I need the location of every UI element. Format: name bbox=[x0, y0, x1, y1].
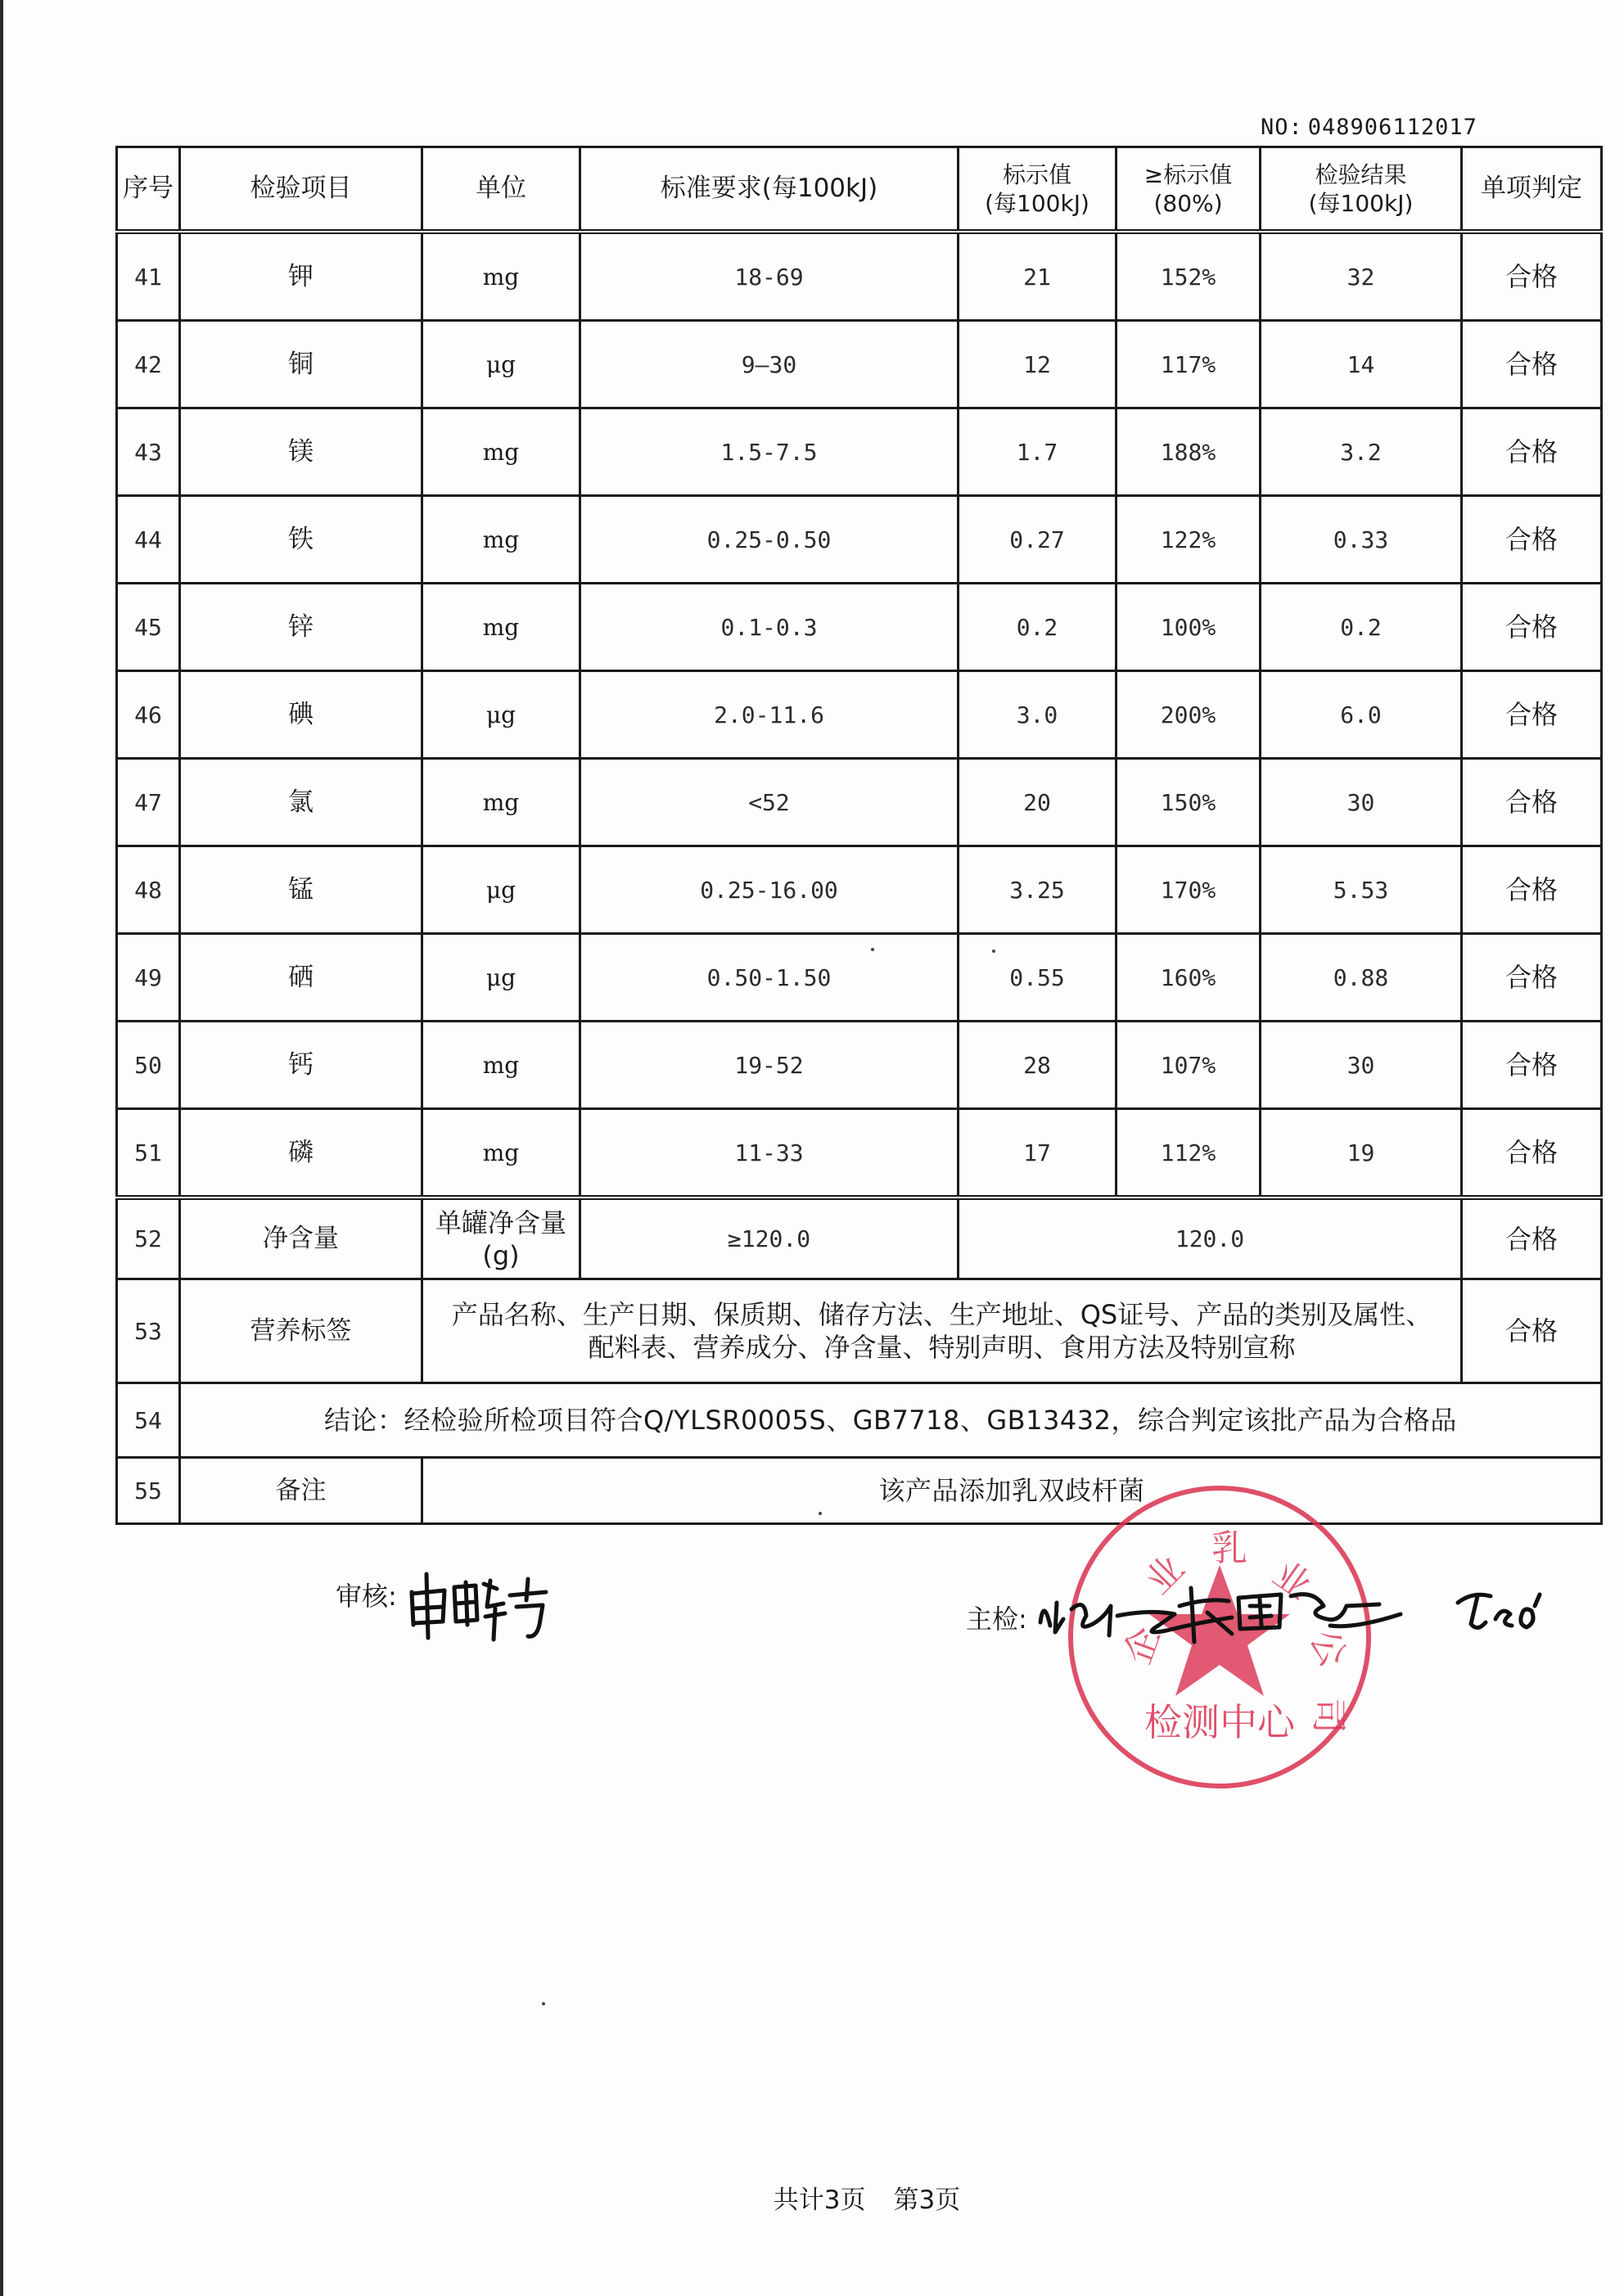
table-row bbox=[117, 846, 1602, 934]
table-row bbox=[117, 584, 1602, 671]
row-verdict: 合格 bbox=[1462, 408, 1602, 496]
row-unit: μg bbox=[422, 671, 580, 759]
table-row bbox=[117, 496, 1602, 584]
row-result: 0.2 bbox=[1261, 584, 1462, 671]
row-result: 5.53 bbox=[1261, 846, 1462, 934]
nutrition-label-row bbox=[117, 1279, 1602, 1383]
header-unit: 单位 bbox=[422, 147, 580, 232]
seal-text: 检测中心 bbox=[1144, 1700, 1295, 1744]
svg-text:乳: 乳 bbox=[1211, 1527, 1247, 1569]
row-pct: 188% bbox=[1116, 408, 1261, 496]
inspector-handwritten-signature-2 bbox=[1453, 1586, 1551, 1637]
row-pct: 100% bbox=[1116, 584, 1261, 671]
svg-text:企: 企 bbox=[1116, 1621, 1169, 1670]
label-line1: 产品名称、生产日期、保质期、储存方法、生产地址、QS证号、产品的类别及属性、 bbox=[451, 1299, 1432, 1330]
row-item: 铁 bbox=[180, 496, 422, 584]
inspection-table bbox=[115, 146, 1603, 1525]
row-labeled: 3.0 bbox=[959, 671, 1116, 759]
header-result-line2: (每100kJ) bbox=[1308, 189, 1414, 217]
row-result: 30 bbox=[1261, 759, 1462, 846]
row-number: 49 bbox=[117, 934, 180, 1022]
net-content-row bbox=[117, 1198, 1602, 1279]
row-labeled: 12 bbox=[959, 321, 1116, 408]
row-item: 锰 bbox=[180, 846, 422, 934]
row-item: 钾 bbox=[180, 232, 422, 321]
row-labeled: 0.27 bbox=[959, 496, 1116, 584]
row-result: 30 bbox=[1261, 1022, 1462, 1109]
row-number: 43 bbox=[117, 408, 180, 496]
row-verdict: 合格 bbox=[1462, 934, 1602, 1022]
row-labeled: 20 bbox=[959, 759, 1116, 846]
scan-speck bbox=[871, 948, 874, 951]
row-number: 55 bbox=[117, 1458, 180, 1524]
row-unit: μg bbox=[422, 846, 580, 934]
svg-text:公: 公 bbox=[1301, 1623, 1355, 1674]
row-labeled: 17 bbox=[959, 1109, 1116, 1198]
row-pct: 170% bbox=[1116, 846, 1261, 934]
remark-label: 备注 bbox=[180, 1458, 422, 1524]
row-standard: 0.25-16.00 bbox=[580, 846, 959, 934]
row-pct: 160% bbox=[1116, 934, 1261, 1022]
row-unit: mg bbox=[422, 496, 580, 584]
row-number: 48 bbox=[117, 846, 180, 934]
header-labeled-line2: (每100kJ) bbox=[985, 189, 1089, 217]
table-row bbox=[117, 232, 1602, 321]
row-result: 120.0 bbox=[959, 1198, 1462, 1279]
header-labeled-value bbox=[959, 147, 1116, 232]
table-row bbox=[117, 321, 1602, 408]
row-pct: 117% bbox=[1116, 321, 1261, 408]
row-item: 镁 bbox=[180, 408, 422, 496]
row-item: 锌 bbox=[180, 584, 422, 671]
row-standard: ≥120.0 bbox=[580, 1198, 959, 1279]
inspector-handwritten-signature-1 bbox=[1035, 1573, 1412, 1647]
conclusion-row bbox=[117, 1383, 1602, 1458]
scan-edge bbox=[0, 0, 3, 2296]
row-verdict: 合格 bbox=[1462, 1109, 1602, 1198]
row-labeled: 1.7 bbox=[959, 408, 1116, 496]
row-labeled: 3.25 bbox=[959, 846, 1116, 934]
table-row bbox=[117, 934, 1602, 1022]
row-number: 51 bbox=[117, 1109, 180, 1198]
row-standard: 0.50-1.50 bbox=[580, 934, 959, 1022]
row-result: 0.33 bbox=[1261, 496, 1462, 584]
row-unit: μg bbox=[422, 321, 580, 408]
mineral-rows bbox=[117, 232, 1602, 1198]
header-item: 检验项目 bbox=[180, 147, 422, 232]
row-pct: 150% bbox=[1116, 759, 1261, 846]
report-number-label: NO: bbox=[1261, 115, 1303, 140]
row-standard: 2.0-11.6 bbox=[580, 671, 959, 759]
row-item: 硒 bbox=[180, 934, 422, 1022]
row-standard: 0.1-0.3 bbox=[580, 584, 959, 671]
row-result: 6.0 bbox=[1261, 671, 1462, 759]
row-unit: mg bbox=[422, 408, 580, 496]
row-standard: 19-52 bbox=[580, 1022, 959, 1109]
unit-line1: 单罐净含量 bbox=[435, 1207, 566, 1238]
row-labeled: 28 bbox=[959, 1022, 1116, 1109]
row-verdict: 合格 bbox=[1462, 321, 1602, 408]
svg-text:业: 业 bbox=[1137, 1547, 1193, 1603]
header-result-line1: 检验结果 bbox=[1315, 160, 1407, 188]
report-number-value: 048906112017 bbox=[1307, 115, 1477, 140]
row-standard: 11-33 bbox=[580, 1109, 959, 1198]
row-verdict: 合格 bbox=[1462, 496, 1602, 584]
row-standard: 18-69 bbox=[580, 232, 959, 321]
row-result: 3.2 bbox=[1261, 408, 1462, 496]
row-unit: mg bbox=[422, 759, 580, 846]
row-labeled: 0.55 bbox=[959, 934, 1116, 1022]
row-standard: <52 bbox=[580, 759, 959, 846]
row-item: 铜 bbox=[180, 321, 422, 408]
row-standard: 0.25-0.50 bbox=[580, 496, 959, 584]
row-number: 53 bbox=[117, 1279, 180, 1383]
current-page: 第3页 bbox=[893, 2185, 961, 2215]
header-pct-line1: ≥标示值 bbox=[1144, 160, 1233, 188]
row-number: 46 bbox=[117, 671, 180, 759]
row-number: 42 bbox=[117, 321, 180, 408]
row-pct: 107% bbox=[1116, 1022, 1261, 1109]
row-pct: 122% bbox=[1116, 496, 1261, 584]
row-result: 0.88 bbox=[1261, 934, 1462, 1022]
row-number: 50 bbox=[117, 1022, 180, 1109]
row-number: 44 bbox=[117, 496, 180, 584]
row-verdict: 合格 bbox=[1462, 671, 1602, 759]
table-row bbox=[117, 1022, 1602, 1109]
row-result: 32 bbox=[1261, 232, 1462, 321]
row-item: 氯 bbox=[180, 759, 422, 846]
row-item: 钙 bbox=[180, 1022, 422, 1109]
row-verdict: 合格 bbox=[1462, 759, 1602, 846]
row-unit: mg bbox=[422, 232, 580, 321]
row-unit: mg bbox=[422, 1109, 580, 1198]
row-pct: 112% bbox=[1116, 1109, 1261, 1198]
remark-text: 该产品添加乳双歧杆菌 bbox=[422, 1458, 1602, 1524]
row-verdict: 合格 bbox=[1462, 584, 1602, 671]
header-row bbox=[117, 147, 1602, 232]
table-row bbox=[117, 759, 1602, 846]
total-pages: 共计3页 bbox=[773, 2185, 866, 2215]
row-unit bbox=[422, 1198, 580, 1279]
row-unit: μg bbox=[422, 934, 580, 1022]
row-verdict: 合格 bbox=[1462, 1022, 1602, 1109]
row-labeled: 21 bbox=[959, 232, 1116, 321]
row-item: 净含量 bbox=[180, 1198, 422, 1279]
unit-line2: (g) bbox=[482, 1239, 520, 1271]
row-number: 54 bbox=[117, 1383, 180, 1458]
row-result: 19 bbox=[1261, 1109, 1462, 1198]
row-verdict: 合格 bbox=[1462, 846, 1602, 934]
row-verdict: 合格 bbox=[1462, 1198, 1602, 1279]
row-pct: 152% bbox=[1116, 232, 1261, 321]
row-item: 磷 bbox=[180, 1109, 422, 1198]
row-item: 营养标签 bbox=[180, 1279, 422, 1383]
svg-text:业: 业 bbox=[1265, 1553, 1319, 1608]
row-result: 14 bbox=[1261, 321, 1462, 408]
header-verdict: 单项判定 bbox=[1462, 147, 1602, 232]
row-verdict: 合格 bbox=[1462, 1279, 1602, 1383]
table-row bbox=[117, 408, 1602, 496]
row-number: 45 bbox=[117, 584, 180, 671]
row-verdict: 合格 bbox=[1462, 232, 1602, 321]
header-seq: 序号 bbox=[117, 147, 180, 232]
header-pct-line2: (80%) bbox=[1153, 189, 1223, 217]
report-number bbox=[1261, 115, 1477, 140]
header-labeled-line1: 标示值 bbox=[1002, 160, 1071, 188]
scan-speck bbox=[819, 1512, 822, 1515]
label-requirements bbox=[422, 1279, 1462, 1383]
reviewer-signature-label: 审核: bbox=[336, 1581, 397, 1612]
label-line2: 配料表、营养成分、净含量、特别声明、食用方法及特别宣称 bbox=[588, 1332, 1296, 1363]
header-result bbox=[1261, 147, 1462, 232]
row-unit: mg bbox=[422, 1022, 580, 1109]
row-item: 碘 bbox=[180, 671, 422, 759]
conclusion-text: 结论：经检验所检项目符合Q/YLSR0005S、GB7718、GB13432，综合判定该批产品为合格品 bbox=[180, 1383, 1602, 1458]
row-unit: mg bbox=[422, 584, 580, 671]
header-pct-of-label bbox=[1116, 147, 1261, 232]
reviewer-handwritten-signature bbox=[405, 1568, 561, 1645]
table-row bbox=[117, 671, 1602, 759]
table-row bbox=[117, 1109, 1602, 1198]
svg-text:司: 司 bbox=[1307, 1698, 1349, 1734]
row-standard: 9—30 bbox=[580, 321, 959, 408]
header-standard: 标准要求(每100kJ) bbox=[580, 147, 959, 232]
row-labeled: 0.2 bbox=[959, 584, 1116, 671]
scan-speck bbox=[992, 950, 995, 953]
page-footer bbox=[0, 2179, 1624, 2216]
row-standard: 1.5-7.5 bbox=[580, 408, 959, 496]
inspector-signature-label: 主检: bbox=[966, 1604, 1027, 1635]
scan-speck bbox=[542, 2002, 545, 2005]
row-pct: 200% bbox=[1116, 671, 1261, 759]
row-number: 52 bbox=[117, 1198, 180, 1279]
row-number: 47 bbox=[117, 759, 180, 846]
row-number: 41 bbox=[117, 232, 180, 321]
